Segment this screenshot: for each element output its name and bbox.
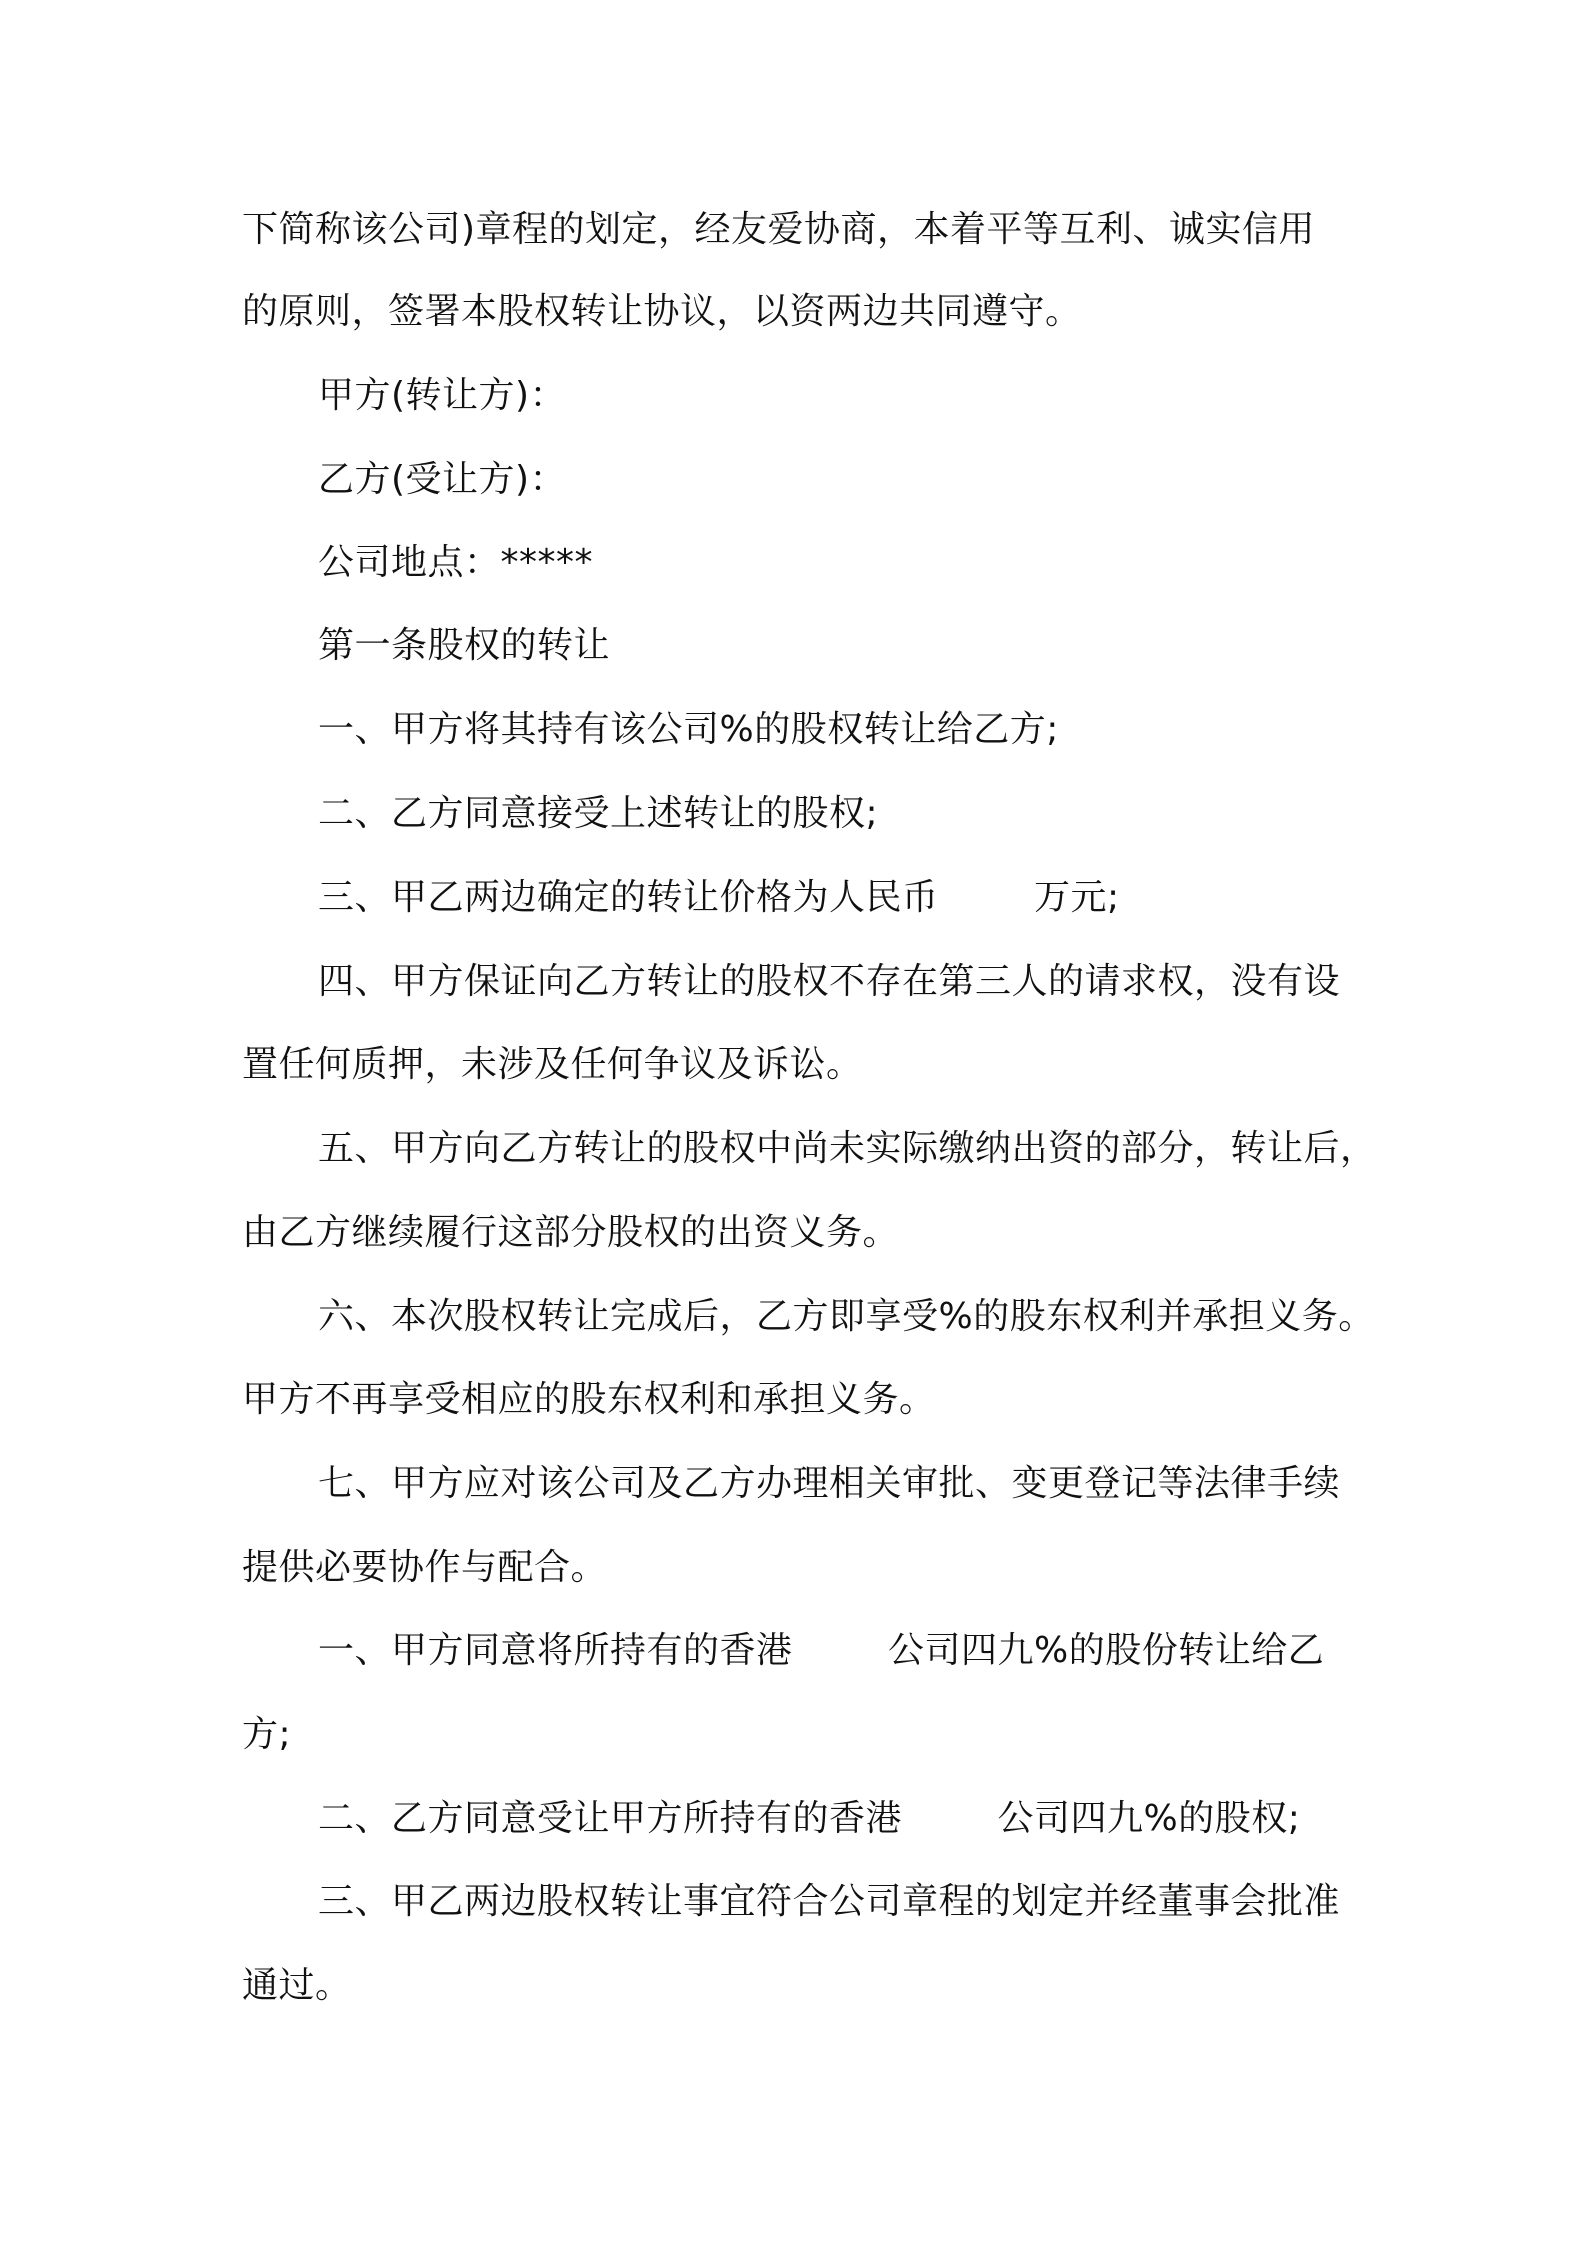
text-line: 方; [242, 1714, 292, 1755]
text-line: 甲方不再享受相应的股东权利和承担义务。 [242, 1379, 936, 1420]
clause-line: 一、甲方将其持有该公司%的股权转让给乙方; [318, 709, 1059, 750]
text-line: 提供必要协作与配合。 [242, 1547, 608, 1588]
party-b-label: 乙方(受让方)： [318, 459, 567, 500]
text-line: 的原则，签署本股权转让协议，以资两边共同遵守。 [242, 291, 1082, 332]
text-line: 置任何质押，未涉及任何争议及诉讼。 [242, 1044, 863, 1085]
clause-line: 三、甲乙两边确定的转让价格为人民币 万元; [318, 877, 1120, 918]
clause-line: 七、甲方应对该公司及乙方办理相关审批、变更登记等法律手续 [318, 1463, 1341, 1504]
text-line: 由乙方继续履行这部分股权的出资义务。 [242, 1212, 900, 1253]
clause-line: 五、甲方向乙方转让的股权中尚未实际缴纳出资的部分，转让后， [318, 1128, 1377, 1169]
clause-line: 三、甲乙两边股权转让事宜符合公司章程的划定并经董事会批准 [318, 1881, 1341, 1922]
text-line: 通过。 [242, 1965, 352, 2006]
clause-line: 一、甲方同意将所持有的香港 公司四九%的股份转让给乙 [318, 1630, 1325, 1671]
clause-line: 二、乙方同意受让甲方所持有的香港 公司四九%的股权; [318, 1798, 1301, 1839]
company-address-label: 公司地点：***** [318, 542, 594, 583]
party-a-label: 甲方(转让方)： [318, 375, 567, 416]
clause-line: 六、本次股权转让完成后，乙方即享受%的股东权利并承担义务。 [318, 1296, 1375, 1337]
clause-line: 二、乙方同意接受上述转让的股权; [318, 793, 879, 834]
text-line: 下简称该公司)章程的划定，经友爱协商，本着平等互利、诚实信用 [242, 209, 1316, 250]
section-heading: 第一条股权的转让 [318, 625, 611, 666]
clause-line: 四、甲方保证向乙方转让的股权不存在第三人的请求权，没有设 [318, 961, 1341, 1002]
